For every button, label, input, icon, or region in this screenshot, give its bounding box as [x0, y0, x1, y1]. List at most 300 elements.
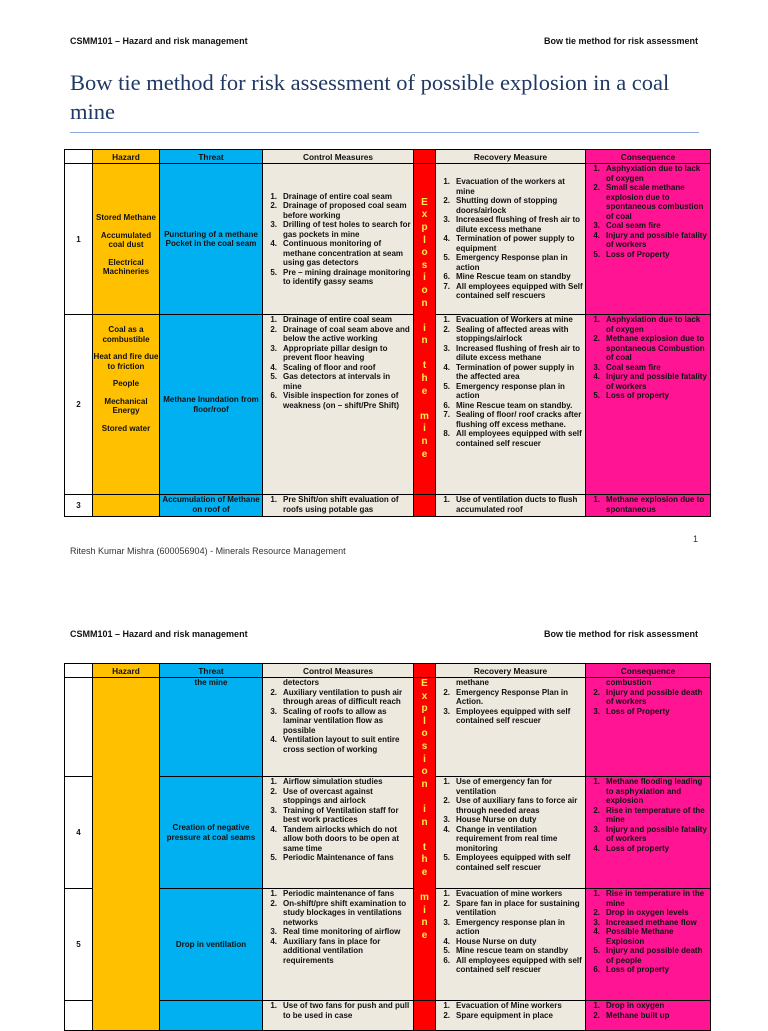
- recovery-list: [436, 495, 585, 514]
- item-text: Methane explosion due to spontaneous Combustion of coal: [606, 334, 705, 362]
- top-event-letter: t: [422, 360, 427, 372]
- row-number: 1: [65, 164, 93, 315]
- row-number: 4: [65, 777, 93, 889]
- item-text: Pre – mining drainage monitoring to identify gassy seams: [283, 267, 411, 286]
- list-item: [436, 1001, 583, 1011]
- item-number: 2.: [593, 183, 600, 192]
- item-text: All employees equipped with self contained self rescuer: [456, 429, 582, 448]
- list-item: [436, 382, 583, 401]
- item-text: Shutting down of stopping doors/airlock: [456, 196, 558, 215]
- top-event-letter: o: [421, 728, 428, 740]
- list-item: [586, 495, 708, 514]
- row-number: 5: [65, 889, 93, 1001]
- item-text: Sealing of affected areas with stoppings/airlock: [456, 324, 569, 343]
- list-item: [436, 937, 583, 947]
- list-item: [586, 1001, 708, 1011]
- list-item: [436, 918, 583, 937]
- page-number: 1: [692, 534, 698, 544]
- item-text: Loss of Property: [606, 706, 670, 716]
- control-measures-cell: [263, 495, 414, 517]
- item-text: All employees equipped with Self contained self rescuers: [456, 281, 583, 301]
- item-text: Use of auxiliary fans to force air through needed areas: [456, 796, 578, 815]
- item-number: 2.: [593, 908, 600, 917]
- top-event-letter: p: [421, 703, 428, 715]
- list-item: [586, 231, 708, 250]
- item-text: Emergency response plan in action: [456, 917, 565, 936]
- col-header-consequence: Consequence: [586, 150, 711, 164]
- table-row: [65, 1001, 711, 1031]
- recovery-cell: [436, 1001, 586, 1031]
- item-number: 5.: [593, 946, 600, 955]
- item-number: 3.: [270, 927, 277, 936]
- item-text: Use of emergency fan for ventilation: [456, 777, 553, 796]
- item-number: 1.: [270, 495, 277, 504]
- list-item: [263, 735, 411, 754]
- top-event-label: [414, 678, 435, 942]
- item-text: Mine rescue team on standby: [456, 946, 569, 955]
- item-number: 1.: [593, 1001, 600, 1010]
- col-header-threat: Threat: [160, 664, 263, 678]
- item-text: Evacuation of the workers at mine: [456, 177, 565, 196]
- table-row: [65, 315, 711, 495]
- item-number: 4.: [593, 927, 600, 936]
- item-text: Gas detectors at intervals in mine: [283, 372, 391, 391]
- top-event-letter: [423, 791, 426, 804]
- consequence-cell: [586, 315, 711, 495]
- consequence-list: [586, 777, 710, 853]
- row-number: [65, 678, 93, 777]
- list-item: [263, 899, 411, 928]
- top-event-letter: [423, 310, 426, 323]
- item-text: Evacuation of mine workers: [456, 889, 563, 898]
- list-item: [263, 927, 411, 937]
- list-item: [586, 250, 708, 260]
- list-item: [436, 344, 583, 363]
- table-row: [65, 777, 711, 889]
- list-item: [263, 889, 411, 899]
- item-number: 1.: [270, 315, 277, 324]
- item-number: 2.: [443, 324, 450, 334]
- item-text: Employees equipped with self contained self rescuer: [456, 706, 571, 725]
- list-item: [263, 777, 411, 787]
- col-header-hazard: Hazard: [93, 150, 160, 164]
- item-number: 2.: [270, 786, 277, 796]
- recovery-list: [436, 1001, 585, 1020]
- threat-cell: Puncturing of a methane Pocket in the coal seam: [160, 164, 263, 315]
- consequence-list: [586, 164, 710, 259]
- threat-cell: Methane Inundation from floor/roof: [160, 315, 263, 495]
- top-event-letter: m: [420, 892, 429, 904]
- top-event-letter: i: [423, 322, 426, 334]
- top-event-letter: e: [421, 385, 428, 397]
- item-text: Injury and possible death of people: [606, 946, 703, 965]
- list-item: [436, 946, 583, 956]
- item-text: Coal seam fire: [606, 362, 661, 372]
- top-event-letter: i: [423, 753, 426, 765]
- hazard-item: Mechanical Energy: [104, 396, 148, 415]
- item-number: 1.: [443, 777, 450, 786]
- threat-cell: the mine: [160, 678, 263, 777]
- list-item: [263, 325, 411, 344]
- top-event-letter: o: [421, 766, 428, 778]
- list-item: [436, 889, 583, 899]
- control-measures-cell: [263, 164, 414, 315]
- control-measures-cell: [263, 315, 414, 495]
- item-number: [586, 678, 606, 688]
- list-item: [586, 183, 708, 221]
- top-event-letter: s: [421, 259, 428, 271]
- list-item: [263, 688, 411, 707]
- item-text: Drop in oxygen: [606, 1001, 665, 1010]
- control-list: [263, 192, 413, 287]
- list-item: [263, 220, 411, 239]
- control-measures-cell: [263, 889, 414, 1001]
- item-number: 1.: [593, 777, 600, 786]
- recovery-cell: [436, 164, 586, 315]
- item-number: 3.: [593, 917, 600, 927]
- item-text: Evacuation of Mine workers: [456, 1001, 562, 1010]
- top-event-cell: [414, 164, 436, 495]
- list-item: [586, 678, 708, 688]
- list-item: [586, 927, 708, 946]
- list-item: [436, 410, 583, 429]
- list-item: [436, 272, 583, 282]
- item-text: Scaling of roofs to allow as laminar ventilation flow as possible: [283, 706, 387, 735]
- top-event-letter: e: [421, 448, 428, 460]
- list-item: [436, 429, 583, 448]
- item-text: Sealing of floor/ roof cracks after flushing off excess methane.: [456, 410, 582, 429]
- list-item: [436, 796, 583, 815]
- list-item: [586, 889, 708, 908]
- recovery-list: [436, 177, 585, 301]
- top-event-letter: x: [421, 209, 428, 221]
- item-text: Methane built up: [606, 1010, 670, 1020]
- item-number: [436, 678, 456, 688]
- list-item: [586, 688, 708, 707]
- item-text: Injury and possible fatality of workers: [606, 824, 707, 843]
- col-header-top-event: [414, 664, 436, 678]
- item-number: 1.: [593, 889, 600, 898]
- list-item: [586, 363, 708, 373]
- recovery-cell: [436, 495, 586, 517]
- item-text: Use of overcast against stoppings and airlock: [283, 786, 373, 805]
- item-number: 5.: [443, 853, 450, 862]
- item-text: Rise in temperature of the mine: [606, 805, 705, 824]
- item-number: 3.: [443, 815, 450, 824]
- item-text: Asphyxiation due to lack of oxygen: [606, 315, 701, 334]
- top-event-letter: n: [421, 335, 428, 347]
- row-number: [65, 1001, 93, 1031]
- top-event-letter: x: [421, 690, 428, 702]
- top-event-letter: n: [421, 778, 428, 790]
- top-event-letter: i: [423, 423, 426, 435]
- top-event-letter: e: [421, 866, 428, 878]
- item-number: 6.: [443, 955, 450, 965]
- top-event-cell: [414, 1001, 436, 1031]
- recovery-cell: [436, 889, 586, 1001]
- list-item: [586, 908, 708, 918]
- hazard-item: People: [112, 379, 140, 388]
- list-item: [436, 177, 583, 196]
- hazard-cell: [93, 164, 160, 315]
- item-number: 5.: [270, 853, 277, 862]
- list-item: [436, 688, 583, 707]
- item-number: 3.: [270, 343, 277, 353]
- item-text: Scaling of floor and roof: [283, 362, 376, 372]
- item-number: 6.: [443, 400, 450, 410]
- item-text: Mine Rescue team on standby.: [456, 400, 573, 410]
- col-header-control: Control Measures: [263, 664, 414, 678]
- item-number: 1.: [270, 889, 277, 898]
- list-item: [586, 334, 708, 363]
- list-item: [263, 825, 411, 854]
- item-number: 3.: [593, 706, 600, 716]
- item-number: 5.: [270, 267, 277, 277]
- item-number: 4.: [270, 824, 277, 834]
- item-number: 4.: [443, 936, 450, 946]
- item-text: Emergency Response plan in action: [456, 253, 568, 272]
- item-text: Drainage of proposed coal seam before working: [283, 201, 407, 220]
- top-event-letter: i: [423, 904, 426, 916]
- list-item: [436, 401, 583, 411]
- top-event-cell: [414, 495, 436, 517]
- item-number: 6.: [593, 965, 600, 974]
- top-event-letter: m: [420, 410, 429, 422]
- consequence-list: [586, 1001, 710, 1020]
- col-header-recovery: Recovery Measure: [436, 664, 586, 678]
- item-text: Small scale methane explosion due to spontaneous combustion of coal: [606, 183, 704, 221]
- list-item: [263, 344, 411, 363]
- item-number: 1.: [443, 177, 450, 187]
- consequence-cell: [586, 1001, 711, 1031]
- item-text: On-shift/pre shift examination to study blockages in ventilations networks: [283, 898, 407, 927]
- item-text: Visible inspection for zones of weakness (on – shift/Pre Shift): [283, 391, 400, 410]
- item-number: 5.: [270, 372, 277, 381]
- control-list: [263, 315, 413, 410]
- table-row: [65, 678, 711, 777]
- item-text: Rise in temperature in the mine: [606, 889, 705, 908]
- consequence-cell: [586, 889, 711, 1001]
- col-header-hazard: Hazard: [93, 664, 160, 678]
- item-number: 5.: [443, 946, 450, 955]
- item-text: Ventilation layout to suit entire cross section of working: [283, 735, 400, 754]
- recovery-list: [436, 889, 585, 975]
- top-event-label: [414, 197, 435, 461]
- recovery-cell: [436, 777, 586, 889]
- list-item: [586, 391, 708, 401]
- item-number: 2.: [593, 805, 600, 815]
- hazard-item: Coal as a combustible: [102, 325, 150, 344]
- consequence-cell: [586, 164, 711, 315]
- item-number: 7.: [443, 410, 450, 419]
- item-number: 1.: [270, 777, 277, 786]
- list-item: [436, 899, 583, 918]
- item-text: Loss of property: [606, 391, 670, 400]
- list-item: [263, 391, 411, 410]
- hazard-cell: [93, 495, 160, 517]
- item-number: 4.: [593, 372, 600, 381]
- table-row: [65, 889, 711, 1001]
- item-number: 2.: [270, 687, 277, 697]
- list-item: [436, 253, 583, 272]
- hazard-cell: [93, 678, 160, 1031]
- top-event-letter: n: [421, 436, 428, 448]
- top-event-cell: [414, 678, 436, 1001]
- consequence-list: [586, 889, 710, 975]
- item-text: Termination of power supply in the affected area: [456, 362, 575, 381]
- list-item: [586, 372, 708, 391]
- item-number: 3.: [270, 805, 277, 815]
- top-event-letter: n: [421, 917, 428, 929]
- control-list: [263, 678, 413, 754]
- list-item: [263, 806, 411, 825]
- list-item: [586, 825, 708, 844]
- bowtie-table-page-1: [64, 149, 711, 517]
- top-event-letter: l: [423, 234, 426, 246]
- item-number: 3.: [443, 706, 450, 716]
- item-text: Drilling of test holes to search for gas pockets in mine: [283, 220, 411, 239]
- item-text: Use of two fans for push and pull to be used in case: [283, 1001, 410, 1020]
- list-item: [263, 1001, 411, 1020]
- item-text: Termination of power supply to equipment: [456, 234, 575, 253]
- recovery-cell: [436, 315, 586, 495]
- item-number: 3.: [443, 917, 450, 927]
- item-text: Emergency Response Plan in Action.: [456, 687, 569, 706]
- header-course: CSMM101 – Hazard and risk management: [70, 36, 248, 46]
- item-number: 1.: [593, 315, 600, 324]
- item-text: Periodic maintenance of fans: [283, 889, 395, 898]
- list-item: [263, 201, 411, 220]
- item-text: Injury and possible death of workers: [606, 687, 703, 706]
- top-event-letter: s: [421, 740, 428, 752]
- item-number: 2.: [443, 796, 450, 805]
- item-text: Drainage of entire coal seam: [283, 191, 392, 201]
- list-item: [263, 853, 411, 863]
- item-number: 1.: [270, 1001, 277, 1010]
- top-event-letter: n: [421, 816, 428, 828]
- item-text: Emergency response plan in action: [456, 381, 565, 400]
- recovery-list: [436, 315, 585, 448]
- hazard-item: Stored Methane: [95, 213, 156, 223]
- item-text: Injury and possible fatality of workers: [606, 230, 707, 249]
- top-event-letter: o: [421, 284, 428, 296]
- list-item: [436, 1011, 583, 1021]
- consequence-cell: [586, 495, 711, 517]
- list-item: [586, 918, 708, 928]
- hazard-item: Heat and fire due to friction: [93, 352, 159, 371]
- item-text: Mine Rescue team on standby: [456, 272, 571, 282]
- list-item: [263, 192, 411, 202]
- top-event-letter: i: [423, 272, 426, 284]
- list-item: [436, 678, 583, 688]
- item-text: Loss of Property: [606, 249, 670, 259]
- item-number: 3.: [443, 343, 450, 353]
- item-number: 3.: [593, 221, 600, 230]
- item-text: Pre Shift/on shift evaluation of roofs using potable gas: [283, 495, 399, 514]
- list-item: [436, 315, 583, 325]
- item-number: 1.: [593, 495, 600, 504]
- item-number: 4.: [443, 824, 450, 834]
- list-item: [263, 268, 411, 287]
- list-item: [436, 363, 583, 382]
- consequence-list: [586, 315, 710, 401]
- header-topic: Bow tie method for risk assessment: [543, 36, 698, 46]
- item-number: 6.: [443, 272, 450, 282]
- item-number: 5.: [593, 391, 600, 400]
- item-text: Use of ventilation ducts to flush accumulated roof: [456, 495, 578, 514]
- item-text: Loss of property: [606, 965, 670, 974]
- page-gap: [0, 575, 768, 605]
- header-course: CSMM101 – Hazard and risk management: [70, 629, 248, 639]
- item-text: Employees equipped with self contained self rescuer: [456, 853, 571, 872]
- item-number: 1.: [443, 889, 450, 898]
- document-title: Bow tie method for risk assessment of possible explosion in a coal mine: [70, 70, 670, 124]
- item-number: 5.: [443, 381, 450, 391]
- list-item: [263, 787, 411, 806]
- hazard-list: [93, 315, 159, 433]
- hazard-cell: [93, 315, 160, 495]
- item-number: [263, 678, 283, 688]
- list-item: [436, 853, 583, 872]
- top-event-letter: t: [422, 841, 427, 853]
- top-event-letter: [423, 829, 426, 842]
- page-footer: Ritesh Kumar Mishra (600056904) - Minerals Resource Management: [70, 546, 346, 556]
- top-event-letter: E: [421, 678, 428, 689]
- col-header-no: [65, 664, 93, 678]
- item-number: 4.: [443, 362, 450, 372]
- table-header-row: [65, 150, 711, 164]
- item-text: methane: [456, 678, 489, 687]
- threat-cell: Drop in ventilation: [160, 889, 263, 1001]
- item-text: Tandem airlocks which do not allow both doors to be open at same time: [283, 824, 399, 853]
- control-measures-cell: [263, 777, 414, 889]
- item-number: 7.: [443, 281, 450, 291]
- recovery-cell: [436, 678, 586, 777]
- list-item: [436, 196, 583, 215]
- item-number: 5.: [443, 253, 450, 263]
- top-event-letter: h: [421, 854, 428, 866]
- item-text: detectors: [283, 678, 320, 687]
- hazard-item: Electrical Machineries: [102, 257, 150, 277]
- item-number: 4.: [443, 234, 450, 244]
- list-item: [436, 956, 583, 975]
- top-event-letter: E: [421, 196, 428, 208]
- item-number: 2.: [443, 196, 450, 206]
- item-text: Spare fan in place for sustaining ventilation: [456, 898, 580, 917]
- control-list: [263, 495, 413, 514]
- item-text: Spare equipment in place: [456, 1010, 553, 1020]
- item-text: Drainage of entire coal seam: [283, 315, 392, 324]
- list-item: [586, 965, 708, 975]
- item-number: 2.: [443, 687, 450, 697]
- item-text: Increased flushing of fresh air to dilute excess methane: [456, 343, 581, 362]
- control-list: [263, 889, 413, 965]
- list-item: [586, 1011, 708, 1021]
- list-item: [436, 215, 583, 234]
- list-item: [586, 707, 708, 717]
- recovery-list: [436, 777, 585, 872]
- control-list: [263, 777, 413, 863]
- top-event-letter: o: [421, 247, 428, 259]
- item-number: 4.: [270, 735, 277, 744]
- item-number: 4.: [270, 239, 277, 248]
- list-item: [436, 325, 583, 344]
- top-event-letter: n: [421, 297, 428, 309]
- item-text: Drainage of coal seam above and below the active working: [283, 324, 410, 343]
- list-item: [263, 937, 411, 966]
- item-number: 5.: [593, 249, 600, 259]
- list-item: [263, 363, 411, 373]
